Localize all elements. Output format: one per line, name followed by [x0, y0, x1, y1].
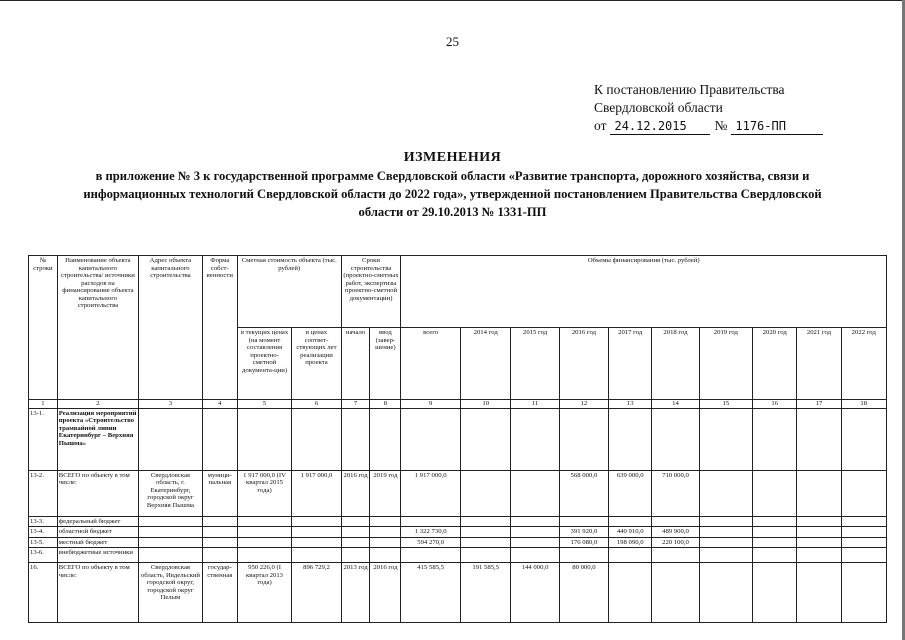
table-cell — [139, 516, 203, 527]
table-cell — [511, 516, 559, 527]
table-cell — [511, 537, 559, 548]
header-2015: 2015 год — [511, 328, 559, 400]
table-cell: 1 917 000,0 — [292, 470, 341, 516]
header-2014: 2014 год — [461, 328, 511, 400]
col-num: 17 — [797, 400, 841, 409]
col-num: 3 — [139, 400, 203, 409]
appendix-reference — [594, 81, 823, 135]
table-cell — [341, 548, 370, 563]
table-cell — [753, 408, 797, 470]
decree-date-number — [594, 117, 823, 135]
col-num: 15 — [699, 400, 752, 409]
header-address: Адрес объекта капитального строительства — [139, 256, 203, 400]
table-cell: 950 226,0 (I квартал 2013 года) — [237, 563, 292, 623]
table-cell — [511, 470, 559, 516]
table-cell — [652, 563, 699, 623]
header-ownership: Форма собст-венности — [202, 256, 237, 400]
row-name-cell: ВСЕГО по объекту в том числе: — [57, 563, 138, 623]
header-2019: 2019 год — [699, 328, 752, 400]
col-num: 11 — [511, 400, 559, 409]
header-start: начало — [341, 328, 370, 400]
table-cell — [797, 563, 841, 623]
col-num: 14 — [652, 400, 699, 409]
table-cell — [652, 408, 699, 470]
table-cell — [461, 527, 511, 538]
table-cell — [511, 548, 559, 563]
table-cell — [753, 537, 797, 548]
table-cell — [609, 516, 652, 527]
table-cell — [461, 537, 511, 548]
row-number-cell: 16. — [29, 563, 58, 623]
table-cell — [292, 408, 341, 470]
table-cell: 2016 год — [370, 563, 401, 623]
header-construction-terms: Сроки строительства (проектно-сметных работ, экспертизы проектно-сметной документации) — [341, 256, 401, 328]
table-row — [29, 408, 887, 470]
table-cell: муници-пальная — [202, 470, 237, 516]
row-number-cell: 13-6. — [29, 548, 58, 563]
table-cell — [753, 516, 797, 527]
table-cell — [797, 548, 841, 563]
table-cell — [461, 548, 511, 563]
table-cell: 896 729,2 — [292, 563, 341, 623]
table-cell: 489 900,0 — [652, 527, 699, 538]
row-number-cell: 13-5. — [29, 537, 58, 548]
table-cell — [797, 527, 841, 538]
header-2020: 2020 год — [753, 328, 797, 400]
table-row — [29, 527, 887, 538]
document-title: ИЗМЕНЕНИЯ — [403, 150, 502, 165]
col-num: 7 — [341, 400, 370, 409]
table-cell — [237, 516, 292, 527]
table-cell — [609, 548, 652, 563]
table-cell — [341, 537, 370, 548]
table-cell — [139, 548, 203, 563]
row-number-cell: 13-3. — [29, 516, 58, 527]
table-cell: 2016 год — [341, 470, 370, 516]
col-num: 10 — [461, 400, 511, 409]
table-cell — [841, 563, 886, 623]
table-cell: 80 000,0 — [559, 563, 608, 623]
header-commission: ввод (завер-шение) — [370, 328, 401, 400]
table-cell — [202, 516, 237, 527]
table-cell: Свердловская область, Ивдельский городской округ, городской округ Пелым — [139, 563, 203, 623]
decree-number: 1176-ПП — [731, 119, 823, 135]
table-cell — [341, 516, 370, 527]
col-num: 4 — [202, 400, 237, 409]
row-name-cell: внебюджетные источники — [57, 548, 138, 563]
page-number: 25 — [446, 34, 459, 49]
table-cell — [292, 537, 341, 548]
table-cell — [841, 548, 886, 563]
table-cell: 568 000,0 — [559, 470, 608, 516]
table-cell: государ-ственная — [202, 563, 237, 623]
table-cell — [699, 548, 752, 563]
table-cell: 144 000,0 — [511, 563, 559, 623]
table-cell — [797, 537, 841, 548]
page-top-edge — [0, 0, 905, 1]
table-cell — [401, 408, 461, 470]
table-cell — [237, 537, 292, 548]
table-cell: 1 917 000,0 (IV квартал 2015 года) — [237, 470, 292, 516]
table-cell — [559, 408, 608, 470]
table-cell — [341, 527, 370, 538]
header-2017: 2017 год — [609, 328, 652, 400]
decree-date: 24.12.2015 — [610, 119, 710, 135]
row-name-cell: областной бюджет — [57, 527, 138, 538]
col-num: 6 — [292, 400, 341, 409]
table-cell — [292, 527, 341, 538]
table-cell — [841, 516, 886, 527]
table-cell — [841, 527, 886, 538]
table-cell — [797, 408, 841, 470]
table-cell — [699, 470, 752, 516]
appendix-line-2: Свердловской области — [594, 100, 723, 115]
table-cell — [202, 527, 237, 538]
table-cell: 2013 год — [341, 563, 370, 623]
table-cell — [401, 516, 461, 527]
table-cell — [237, 527, 292, 538]
table-cell — [370, 516, 401, 527]
table-cell — [370, 408, 401, 470]
table-cell — [652, 548, 699, 563]
column-number-row — [29, 400, 887, 409]
header-cost-current: в текущих ценах (на момент составления проектно-сметной документа-ции) — [237, 328, 292, 400]
table-row — [29, 537, 887, 548]
table-cell — [699, 516, 752, 527]
header-estimated-cost: Сметная стоимость объекта (тыс. рублей) — [237, 256, 341, 328]
col-num: 13 — [609, 400, 652, 409]
table-cell — [139, 408, 203, 470]
table-cell — [461, 408, 511, 470]
from-word: от — [594, 118, 607, 133]
row-number-cell: 13-2. — [29, 470, 58, 516]
col-num: 8 — [370, 400, 401, 409]
table-cell — [370, 548, 401, 563]
row-name-cell: ВСЕГО по объекту в том числе: — [57, 470, 138, 516]
col-num: 1 — [29, 400, 58, 409]
col-num: 16 — [753, 400, 797, 409]
financing-table — [28, 255, 887, 623]
table-cell — [559, 516, 608, 527]
table-cell — [341, 408, 370, 470]
table-cell: 198 090,0 — [609, 537, 652, 548]
table-cell — [753, 548, 797, 563]
table-cell — [609, 408, 652, 470]
table-cell — [461, 516, 511, 527]
col-num: 2 — [57, 400, 138, 409]
header-row-number: № строки — [29, 256, 58, 400]
table-cell: 1 322 730,0 — [401, 527, 461, 538]
row-name-cell: Реализация мероприятий проекта «Строительство трамвайной линии Екатеринбург – Верхняя Пышма» — [57, 408, 138, 470]
table-row — [29, 516, 887, 527]
table-cell — [292, 516, 341, 527]
number-sign: № — [714, 118, 728, 133]
row-name-cell: местный бюджет — [57, 537, 138, 548]
header-cost-actual: в ценах соответ-ствующих лет реализации проекта — [292, 328, 341, 400]
table-cell — [753, 470, 797, 516]
table-cell: 220 100,0 — [652, 537, 699, 548]
header-2022: 2022 год — [841, 328, 886, 400]
col-num: 12 — [559, 400, 608, 409]
table-row — [29, 563, 887, 623]
table-cell: 440 910,0 — [609, 527, 652, 538]
table-cell: 639 000,0 — [609, 470, 652, 516]
table-cell — [699, 527, 752, 538]
row-number-cell: 13-4. — [29, 527, 58, 538]
table-cell — [797, 516, 841, 527]
table-cell: Свердловская область, г. Екатеринбург, городской округ Верхняя Пышма — [139, 470, 203, 516]
col-num: 9 — [401, 400, 461, 409]
table-cell — [292, 548, 341, 563]
table-cell: 2019 год — [370, 470, 401, 516]
table-cell — [370, 527, 401, 538]
table-cell — [699, 563, 752, 623]
table-cell — [202, 537, 237, 548]
table-cell — [841, 470, 886, 516]
table-cell — [511, 408, 559, 470]
table-cell — [139, 537, 203, 548]
row-name-cell: федеральный бюджет — [57, 516, 138, 527]
table-cell: 391 920,0 — [559, 527, 608, 538]
table-cell — [370, 537, 401, 548]
table-cell — [511, 527, 559, 538]
table-cell — [841, 408, 886, 470]
col-num: 5 — [237, 400, 292, 409]
table-cell: 1 917 000,0 — [401, 470, 461, 516]
header-object-name: Наименование объекта капитального строительства/ источники расходов на финансирование объекта капитального строительства — [57, 256, 138, 400]
header-financing-volume: Объемы финансирования (тыс. рублей) — [401, 256, 887, 328]
table-cell — [609, 563, 652, 623]
header-2021: 2021 год — [797, 328, 841, 400]
table-cell — [202, 548, 237, 563]
table-row — [29, 470, 887, 516]
header-total: всего — [401, 328, 461, 400]
row-number-cell: 13-1. — [29, 408, 58, 470]
table-cell: 594 270,0 — [401, 537, 461, 548]
table-cell — [237, 548, 292, 563]
table-cell — [753, 527, 797, 538]
table-body — [29, 408, 887, 623]
table-cell — [237, 408, 292, 470]
appendix-line-1: К постановлению Правительства — [594, 82, 785, 97]
table-cell — [841, 537, 886, 548]
table-cell — [753, 563, 797, 623]
table-cell — [139, 527, 203, 538]
document-subtitle: в приложение № 3 к государственной программе Свердловской области «Развитие транспорта, дорожного хозяйства, связи и информационных технологий Свердловской области до 2022 года», утвержденной постановлением Правительства Свердловской области от 29.10.2013 № 1331-ПП — [83, 169, 822, 219]
table-cell — [559, 548, 608, 563]
table-cell — [202, 408, 237, 470]
table-cell — [652, 516, 699, 527]
col-num: 18 — [841, 400, 886, 409]
table-cell: 710 000,0 — [652, 470, 699, 516]
table-cell — [699, 408, 752, 470]
table-row — [29, 548, 887, 563]
header-2016: 2016 год — [559, 328, 608, 400]
table-cell: 176 080,0 — [559, 537, 608, 548]
table-cell — [461, 470, 511, 516]
table-cell: 415 585,5 — [401, 563, 461, 623]
table-cell — [401, 548, 461, 563]
table-cell — [699, 537, 752, 548]
header-2018: 2018 год — [652, 328, 699, 400]
table-cell — [797, 470, 841, 516]
table-cell: 191 585,5 — [461, 563, 511, 623]
